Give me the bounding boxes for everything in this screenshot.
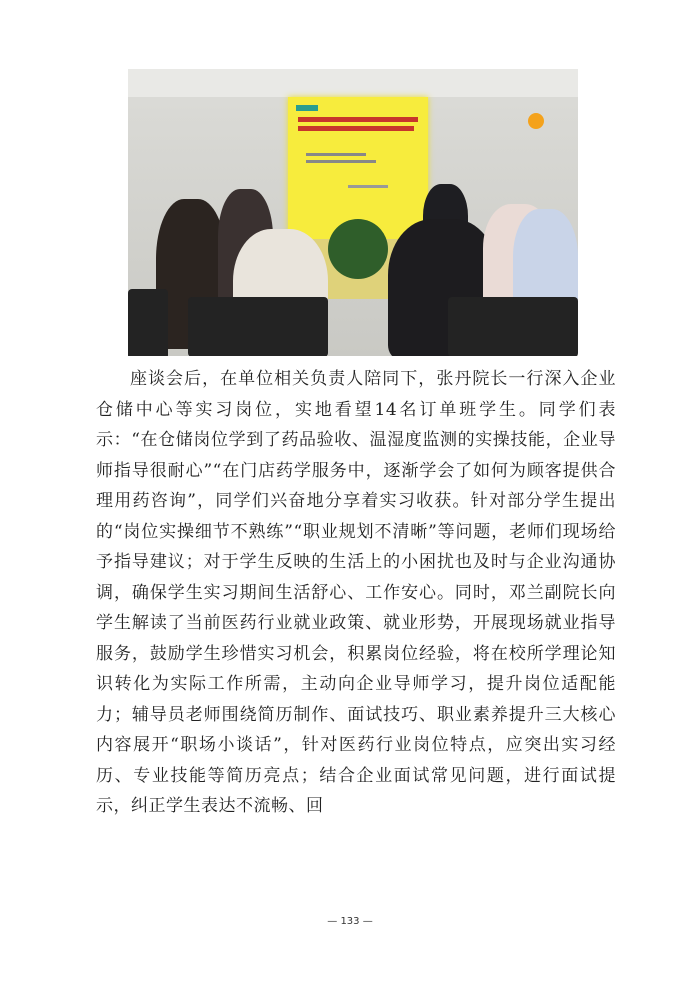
potted-plant	[328, 219, 388, 279]
photo-ceiling	[128, 69, 578, 97]
page-number: — 133 —	[327, 916, 373, 927]
chair	[188, 297, 328, 356]
body-paragraph: 座谈会后，在单位相关负责人陪同下，张丹院长一行深入企业仓储中心等实习岗位，实地看望14名订单班学生。同学们表示：“在仓储岗位学到了药品验收、温湿度监测的实操技能，企业导师指导很耐心”“在门店药学服务中，逐渐学会了如何为顾客提供合理用药咨询”，同学们兴奋地分享着实习收获。针对部分学生提出的“岗位实操细节不熟练”“职业规划不清晰”等问题，老师们现场给予指导建议；对于学生反映的生活上的小困扰也及时与企业沟通协调，确保学生实习期间生活舒心、工作安心。同时，邓兰副院长向学生解读了当前医药行业就业政策、就业形势，开展现场就业指导服务，鼓励学生珍惜实习机会，积累岗位经验，将在校所学理论知识转化为实际工作所需，主动向企业导师学习，提升岗位适配能力；辅导员老师围绕简历制作、面试技巧、职业素养提升三大核心内容展开“职场小谈话”，针对医药行业岗位特点，应突出实习经历、专业技能等简历亮点；结合企业面试常见问题，进行面试提示，纠正学生表达不流畅、回	[96, 369, 616, 816]
orange-lamp	[528, 113, 544, 129]
screen-title-line	[298, 126, 414, 131]
chair	[448, 297, 578, 356]
chair	[128, 289, 168, 356]
meeting-photo	[128, 69, 578, 356]
screen-logo	[296, 105, 318, 111]
screen-text-line	[306, 160, 376, 163]
screen-title-line	[298, 117, 418, 122]
body-text	[96, 364, 616, 822]
screen-text-line	[306, 153, 366, 156]
screen-text-line	[348, 185, 388, 188]
